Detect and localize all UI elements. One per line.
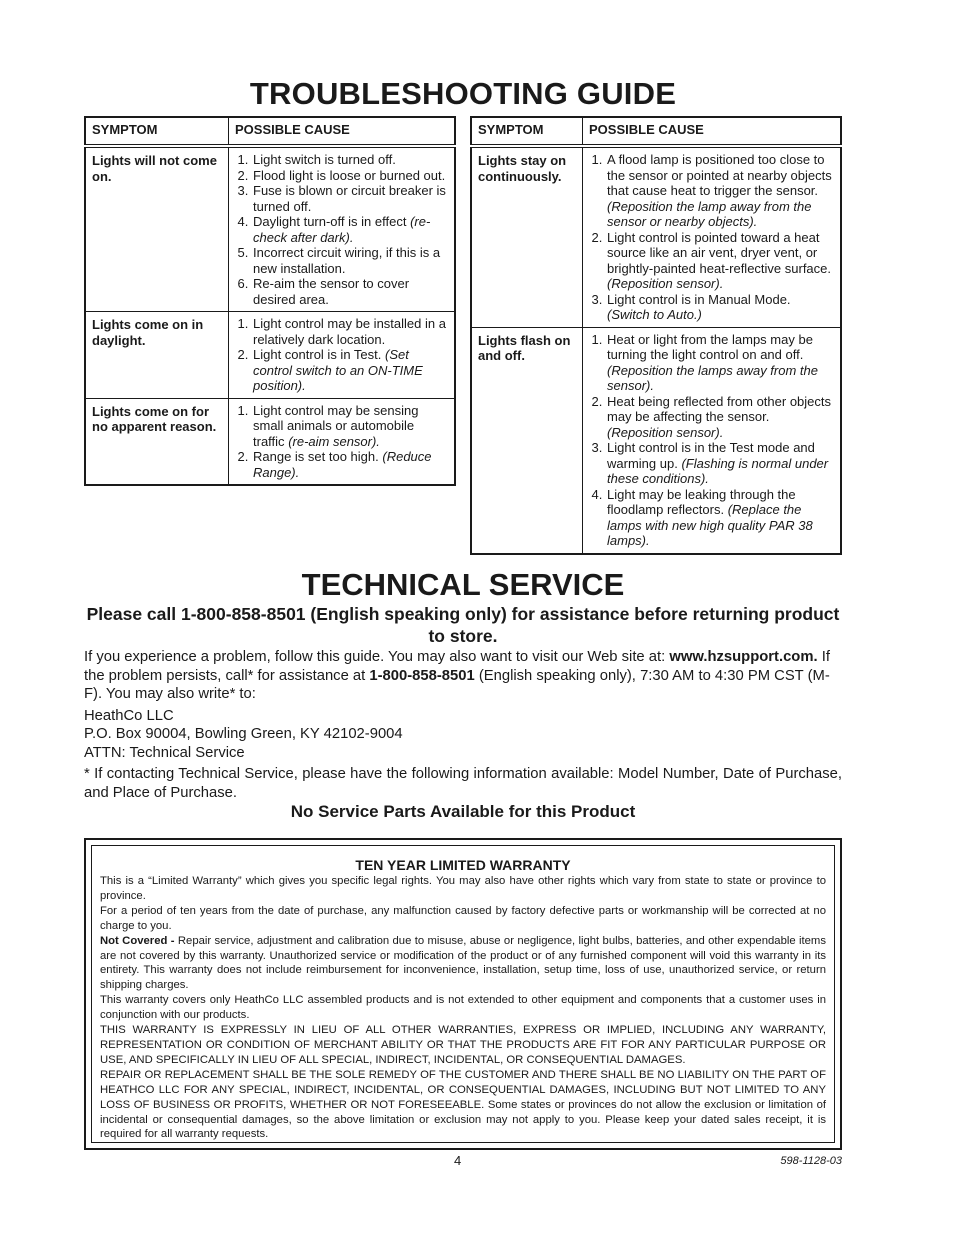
cause-list (235, 316, 448, 394)
cause-item (606, 230, 834, 292)
troubleshooting-title: TROUBLESHOOTING GUIDE (249, 76, 677, 111)
cause-text: A flood lamp is positioned too close to the sensor or pointed at nearby objects that cause heat to trigger the sensor. (607, 152, 832, 198)
symptom-cell: Lights come on for no apparent reason. (85, 398, 229, 485)
cause-item (606, 440, 834, 487)
no-service-parts-heading: No Service Parts Available for this Product (290, 802, 636, 821)
remedy-text: REPAIR OR REPLACEMENT SHALL BE THE SOLE REMEDY OF THE CUSTOMER AND THERE SHALL BE NO LIABILITY ON THE PART OF HEATHCO LLC FOR ANY SPECIAL, INDIRECT, INCIDENTAL, OR CONSEQUENTIAL DAMAGES, INCLUDING BUT NOT LIMITED TO ANY LOSS OF BUSINESS OR PROFITS, WHETHER OR NOT FORESEEABLE. (100, 1068, 826, 1111)
info-note: * If contacting Technical Service, please have the following information available: Model Number, Date of Purchase, and Place of Purchase. (84, 766, 842, 801)
cause-note: (re-aim sensor). (288, 433, 380, 449)
troubleshooting-table-left (84, 116, 456, 486)
hours-text: 7:30 AM to 4:30 PM CST (M-F). You may also write* to: (84, 667, 830, 702)
warranty-paragraph (100, 1068, 826, 1143)
cause-list (589, 152, 834, 323)
table-body (85, 146, 455, 485)
page-number: 4 (454, 1153, 462, 1168)
cause-note: (re-check after dark). (253, 214, 431, 245)
address-line: HeathCo LLC (84, 707, 174, 724)
cause-item (606, 332, 834, 394)
cause-item (252, 183, 448, 214)
cause-cell (229, 312, 456, 399)
not-covered-text: Repair service, adjustment and calibration due to misuse, abuse or negligence, light bulbs, batteries, and other expendable items are not covered by this warranty. Unauthorized service or modification of the product or of any furnished component will void this warranty in its entirety. This warranty does not include reimbursement for inconvenience, installation, setup time, loss of use, unauthorized service, or return shipping charges. (100, 934, 826, 992)
table-header-row (85, 117, 455, 146)
warranty-paragraph (100, 934, 826, 994)
cause-note: (Reposition sensor). (607, 276, 724, 291)
symptom-cell: Lights will not come on. (85, 146, 229, 312)
cause-item (252, 449, 448, 480)
table-row (471, 146, 841, 327)
symptom-header: SYMPTOM (85, 117, 229, 146)
technical-service-body (84, 648, 842, 802)
cause-note: (Reposition the lamp away from the sensor or nearby objects). (607, 198, 812, 229)
table-row (471, 327, 841, 554)
symptom-cell: Lights come on in daylight. (85, 312, 229, 399)
cause-item (252, 276, 448, 307)
warranty-box (84, 838, 842, 1150)
cause-text: Light control is in the Test mode and warming up. (607, 440, 815, 471)
cause-text: Light may be leaking through the floodlamp reflectors. (607, 486, 796, 517)
cause-text: Range is set too high. (253, 449, 379, 464)
cause-text: Light control may be sensing small animals or automobile traffic (253, 402, 419, 449)
table-row (85, 398, 455, 485)
cause-note: (Set control switch to an ON-TIME position). (253, 347, 423, 393)
cause-text: Incorrect circuit wiring, if this is a new installation. (253, 245, 441, 276)
cause-text: Heat being reflected from other objects may be affecting the sensor. (607, 393, 832, 424)
table-row (85, 146, 455, 312)
warranty-paragraph: THIS WARRANTY IS EXPRESSLY IN LIEU OF ALL OTHER WARRANTIES, EXPRESS OR IMPLIED, INCLUDING ANY WARRANTY, REPRESENTATION OR CONDITION OF MERCHANT ABILITY OR THAT THE PRODUCTS ARE FIT FOR ANY PARTICULAR PURPOSE OR USE, AND SPECIFICALLY IN LIEU OF ALL SPECIAL, INDIRECT, INCIDENTAL, OR CONSEQUENTIAL DAMAGES. (100, 1024, 826, 1066)
cause-cell (229, 398, 456, 485)
cause-text: Fuse is blown or circuit breaker is turned off. (253, 183, 446, 214)
service-paragraph (84, 648, 842, 704)
document-code: 598-1128-03 (780, 1155, 842, 1167)
cause-item (252, 245, 448, 276)
persist-text: If the problem persists, call* for assistance at (84, 649, 830, 684)
technical-service-title: TECHNICAL SERVICE (301, 567, 625, 602)
symptom-cell: Lights stay on continuously. (471, 146, 583, 327)
phone-number[interactable]: 1-800-858-8501 (369, 667, 475, 684)
cause-item (606, 292, 834, 323)
warranty-inner-frame (91, 845, 835, 1143)
cause-cell (583, 327, 842, 554)
exclusion-text: Some states or provinces do not allow the exclusion or limitation of incidental or consequential damages, so the above limitation or exclusion may not apply to you. Please keep your dated sales receipt, it is required for all warranty requests. (100, 1098, 827, 1141)
cause-text: Light switch is turned off. (253, 152, 396, 167)
cause-cell (229, 146, 456, 312)
possible-cause-header: POSSIBLE CAUSE (229, 117, 456, 146)
not-covered-label: Not Covered - (100, 934, 175, 947)
cause-text: Heat or light from the lamps may be turning the light control on and off. (607, 331, 813, 362)
symptom-cell: Lights flash on and off. (471, 327, 583, 554)
warranty-paragraph: For a period of ten years from the date of purchase, any malfunction caused by factory defective parts or workmanship will be corrected at no charge to you. (100, 904, 826, 932)
cause-item (252, 152, 448, 168)
cause-item (252, 316, 448, 347)
cause-item (252, 347, 448, 394)
possible-cause-header: POSSIBLE CAUSE (583, 117, 842, 146)
warranty-title: TEN YEAR LIMITED WARRANTY (355, 857, 571, 873)
cause-note: (Reposition the lamps away from the sensor). (607, 362, 818, 393)
symptom-header: SYMPTOM (471, 117, 583, 146)
cause-text: Daylight turn-off is in effect (253, 214, 407, 229)
cause-text: Re-aim the sensor to cover desired area. (253, 276, 410, 307)
cause-item (606, 394, 834, 441)
address-line: P.O. Box 90004, Bowling Green, KY 42102-9004 (84, 726, 403, 742)
cause-item (606, 487, 834, 549)
table-row (85, 312, 455, 399)
language-note: (English speaking only), (478, 667, 636, 684)
cause-text: Light control is pointed toward a heat source like an air vent, dryer vent, or brightly-painted heat-reflective surface. (607, 229, 832, 276)
call-instruction: Please call 1-800-858-8501 (English speaking only) for assistance before returning product to store. (86, 604, 840, 646)
warranty-paragraph: This is a “Limited Warranty” which gives you specific legal rights. You may also have other rights which vary from state to state or province to province. (100, 875, 826, 902)
cause-note: (Replace the lamps with new high quality PAR 38 lamps). (607, 502, 813, 548)
address-line: ATTN: Technical Service (84, 744, 245, 761)
cause-note: (Reposition sensor). (607, 424, 724, 440)
cause-item (252, 403, 448, 450)
cause-item (252, 214, 448, 245)
cause-cell (583, 146, 842, 327)
cause-text: Light control may be installed in a relatively dark location. (253, 316, 446, 347)
cause-item (606, 152, 834, 230)
troubleshooting-table-right (470, 116, 842, 555)
warranty-paragraph: This warranty covers only HeathCo LLC assembled products and is not extended to other equipment and components that a customer uses in conjunction with our products. (100, 994, 826, 1022)
cause-list (589, 332, 834, 549)
cause-text: Light control is in Test. (253, 347, 382, 362)
cause-note: (Flashing is normal under these conditions). (607, 455, 829, 486)
cause-item (252, 168, 448, 184)
cause-text: Light control is in Manual Mode. (607, 291, 791, 307)
cause-text: Flood light is loose or burned out. (253, 167, 446, 183)
website-link[interactable]: www.hzsupport.com. (669, 649, 818, 665)
table-body (471, 146, 841, 554)
intro-text: If you experience a problem, follow this guide. You may also want to visit our Web site at: (84, 649, 666, 665)
cause-list (235, 403, 448, 481)
table-header-row (471, 117, 841, 146)
cause-note: (Reduce Range). (253, 449, 432, 480)
cause-note: (Switch to Auto.) (607, 307, 702, 322)
cause-list (235, 152, 448, 307)
